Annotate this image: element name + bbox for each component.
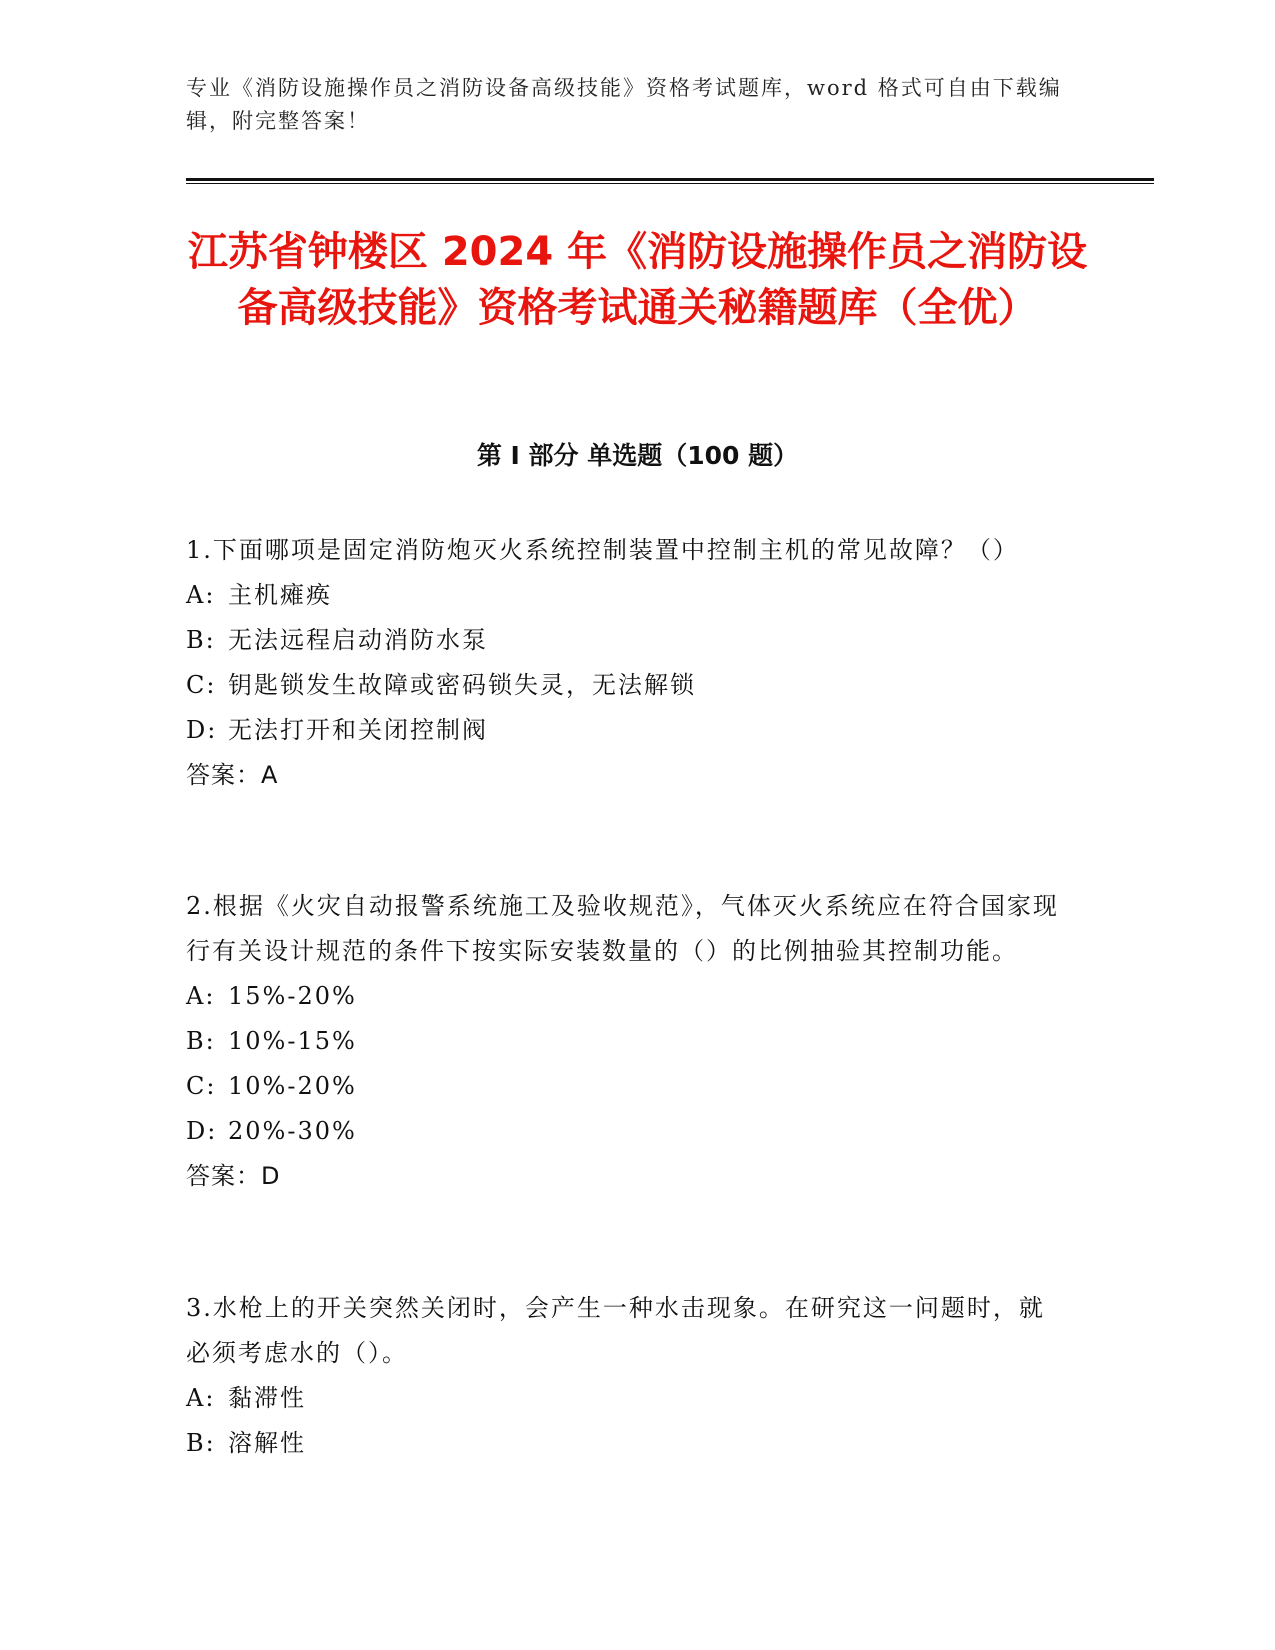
- option-text: 10%-15%: [228, 1027, 357, 1055]
- option-text: 无法打开和关闭控制阀: [228, 716, 488, 744]
- question-1: [186, 528, 1066, 798]
- question-text: 1.下面哪项是固定消防炮灭火系统控制装置中控制主机的常见故障？（）: [186, 536, 1019, 564]
- option-b: [186, 1421, 1066, 1466]
- header-divider-thick: [186, 178, 1154, 181]
- option-letter: C:: [186, 1072, 217, 1100]
- option-a: [186, 1376, 1066, 1421]
- option-letter: D:: [186, 1117, 218, 1145]
- option-letter: C:: [186, 671, 217, 699]
- option-text: 主机瘫痪: [228, 581, 332, 609]
- option-b: [186, 1019, 1066, 1064]
- question-3: [186, 1286, 1066, 1466]
- option-letter: B:: [186, 1027, 216, 1055]
- answer-line: 答案：D: [186, 1162, 281, 1190]
- question-text: 2.根据《火灾自动报警系统施工及验收规范》，气体灭火系统应在符合国家现行有关设计规范的条件下按实际安装数量的（）的比例抽验其控制功能。: [186, 892, 1059, 965]
- question-text: 3.水枪上的开关突然关闭时，会产生一种水击现象。在研究这一问题时，就必须考虑水的（）。: [186, 1294, 1045, 1367]
- option-letter: B:: [186, 1429, 216, 1457]
- option-text: 黏滞性: [228, 1384, 306, 1412]
- option-text: 10%-20%: [228, 1072, 357, 1100]
- option-c: [186, 1064, 1066, 1109]
- option-letter: A:: [186, 1384, 216, 1412]
- option-letter: A:: [186, 982, 216, 1010]
- option-text: 20%-30%: [228, 1117, 357, 1145]
- option-b: [186, 618, 1066, 663]
- option-text: 溶解性: [228, 1429, 306, 1457]
- document-title: 江苏省钟楼区 2024 年《消防设施操作员之消防设备高级技能》资格考试通关秘籍题库（全优）: [187, 229, 1088, 331]
- answer-line: 答案：A: [186, 761, 279, 789]
- option-text: 钥匙锁发生故障或密码锁失灵，无法解锁: [228, 671, 696, 699]
- header-divider-thin: [186, 183, 1154, 184]
- option-c: [186, 663, 1066, 708]
- question-2: [186, 884, 1066, 1199]
- option-d: [186, 708, 1066, 753]
- option-d: [186, 1109, 1066, 1154]
- section-heading: 第 I 部分 单选题（100 题）: [476, 441, 799, 470]
- option-a: [186, 573, 1066, 618]
- option-a: [186, 974, 1066, 1019]
- option-text: 无法远程启动消防水泵: [228, 626, 488, 654]
- option-letter: A:: [186, 581, 216, 609]
- header-note: 专业《消防设施操作员之消防设备高级技能》资格考试题库，word 格式可自由下载编辑，附完整答案！: [186, 76, 1062, 133]
- option-text: 15%-20%: [228, 982, 357, 1010]
- option-letter: B:: [186, 626, 216, 654]
- option-letter: D:: [186, 716, 218, 744]
